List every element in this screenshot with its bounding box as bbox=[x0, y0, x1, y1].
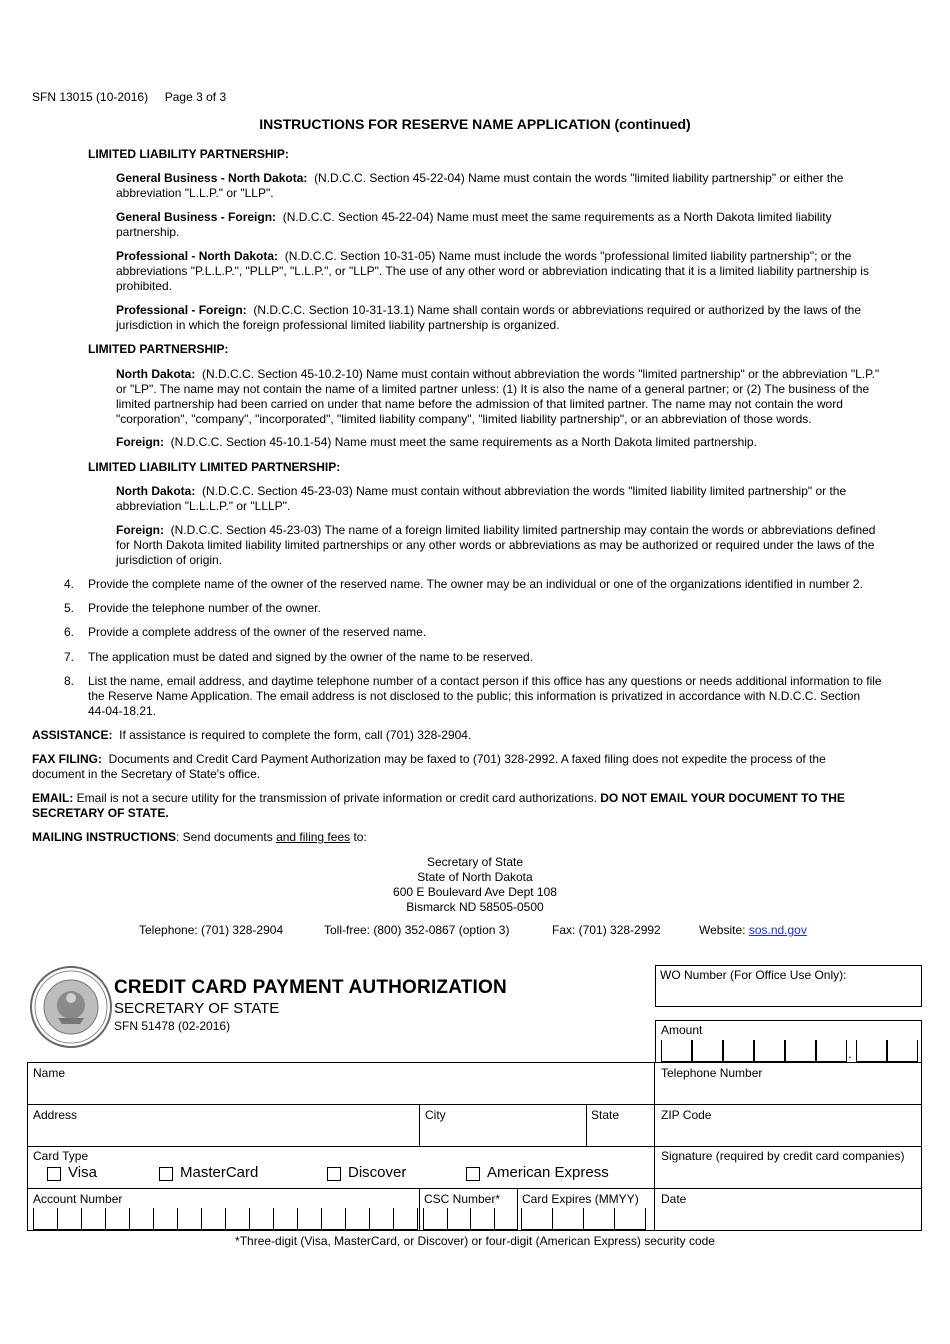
date-field[interactable] bbox=[655, 1206, 921, 1230]
lp-heading: LIMITED PARTNERSHIP: bbox=[88, 342, 229, 356]
address-line: State of North Dakota bbox=[417, 870, 533, 884]
llp-heading: LIMITED LIABILITY PARTNERSHIP: bbox=[88, 147, 289, 161]
item-label: North Dakota: bbox=[116, 484, 196, 498]
item-text: jurisdiction of origin. bbox=[116, 553, 223, 567]
column-divider bbox=[419, 1188, 420, 1231]
discover-label: Discover bbox=[348, 1164, 407, 1181]
item-text: (N.D.C.C. Section 45-22-04) Name must contain the words "limited liability partnership" or either the bbox=[314, 171, 844, 185]
discover-checkbox[interactable] bbox=[327, 1167, 341, 1181]
form-header bbox=[32, 90, 226, 104]
item-text: (N.D.C.C. Section 10-31-05) Name must include the words "professional limited liability partnership"; or the bbox=[284, 249, 852, 263]
item-text: partnership. bbox=[116, 225, 180, 239]
signature-field[interactable] bbox=[655, 1168, 921, 1188]
step-text: Provide the telephone number of the owner. bbox=[88, 601, 321, 615]
csc-footnote: *Three-digit (Visa, MasterCard, or Discover) or four-digit (American Express) security code bbox=[235, 1234, 715, 1248]
amount-digit-cell[interactable] bbox=[661, 1040, 692, 1062]
item-label: Professional - Foreign: bbox=[116, 303, 247, 317]
expires-label: Card Expires (MMYY) bbox=[522, 1192, 639, 1206]
csc-digit-cell[interactable] bbox=[494, 1208, 519, 1230]
address-label: Address bbox=[33, 1108, 78, 1122]
account-digit-cell[interactable] bbox=[33, 1208, 58, 1230]
item-text: abbreviations "P.L.L.P.", "PLLP", "L.L.P.", or "LLP". The use of any other word or abbreviation indicating that it is a limited liability partnership is bbox=[116, 264, 869, 278]
assistance-note bbox=[32, 728, 912, 743]
item-text: or "LP". The name may not contain the name of a limited partner unless: (1) It is also the name of a general partner; or (2) The business of the bbox=[116, 382, 870, 396]
account-digit-cell[interactable] bbox=[273, 1208, 298, 1230]
llp-professional-foreign bbox=[116, 303, 911, 333]
account-digit-cell[interactable] bbox=[297, 1208, 322, 1230]
item-label: General Business - Foreign: bbox=[116, 210, 277, 224]
mastercard-checkbox[interactable] bbox=[159, 1167, 173, 1181]
item-label: North Dakota: bbox=[116, 367, 196, 381]
item-text: abbreviation "L.L.P." or "LLP". bbox=[116, 186, 274, 200]
city-label: City bbox=[425, 1108, 446, 1122]
item-text: (N.D.C.C. Section 45-10.2-10) Name must contain without abbreviation the words "limited partnership" or the abbreviation "L.P." bbox=[202, 367, 880, 381]
step-line: 44-04-18.21. bbox=[88, 704, 157, 718]
contact-website bbox=[699, 923, 807, 938]
step-text bbox=[88, 674, 913, 719]
expires-digit-cell[interactable] bbox=[552, 1208, 584, 1230]
zip-field[interactable] bbox=[655, 1105, 921, 1146]
step-text: The application must be dated and signed by the owner of the name to be reserved. bbox=[88, 650, 533, 664]
llp-general-foreign bbox=[116, 210, 911, 240]
visa-checkbox[interactable] bbox=[47, 1167, 61, 1181]
item-text: (N.D.C.C. Section 45-23-03) The name of a foreign limited liability limited partnership may contain the words or abbreviations defined bbox=[170, 523, 876, 537]
state-seal-icon bbox=[30, 966, 112, 1048]
date-label: Date bbox=[661, 1192, 687, 1206]
csc-digit-cell[interactable] bbox=[423, 1208, 448, 1230]
step-text: Provide the complete name of the owner of the reserved name. The owner may be an individual or one of the organizations identified in number 2. bbox=[88, 577, 863, 591]
item-text: jurisdiction in which the foreign professional limited liability partnership is organized. bbox=[116, 318, 560, 332]
step-number: 4. bbox=[64, 577, 75, 591]
amount-digit-cell[interactable] bbox=[754, 1040, 785, 1062]
amount-decimal: . bbox=[848, 1046, 852, 1061]
american-express-checkbox[interactable] bbox=[466, 1167, 480, 1181]
mailing-note bbox=[32, 830, 912, 845]
zip-label: ZIP Code bbox=[661, 1108, 712, 1122]
item-label: Foreign: bbox=[116, 523, 164, 537]
contact-fax: Fax: (701) 328-2992 bbox=[552, 923, 661, 937]
contact-tollfree: Toll-free: (800) 352-0867 (option 3) bbox=[324, 923, 510, 937]
mailing-text: to: bbox=[350, 830, 367, 844]
item-text: for North Dakota limited liability limited partnerships or any other words or abbreviations as may be authorized or required under the laws of the bbox=[116, 538, 875, 552]
visa-label: Visa bbox=[68, 1164, 97, 1181]
fax-text: document in the Secretary of State's office. bbox=[32, 767, 261, 781]
item-label: Professional - North Dakota: bbox=[116, 249, 279, 263]
lllp-heading: LIMITED LIABILITY LIMITED PARTNERSHIP: bbox=[88, 460, 341, 474]
item-text: abbreviation "L.L.L.P." or "LLLP". bbox=[116, 499, 291, 513]
address-line: 600 E Boulevard Ave Dept 108 bbox=[393, 885, 557, 899]
item-text: (N.D.C.C. Section 10-31-13.1) Name shall contain words or abbreviations required or authorized by the laws of the bbox=[253, 303, 861, 317]
account-digit-cell[interactable] bbox=[321, 1208, 346, 1230]
item-text: limited partnership had been carried on under that name before the admission of that limited partner. The name may not contain the word bbox=[116, 397, 843, 411]
amount-digit-cell[interactable] bbox=[856, 1040, 887, 1062]
page-title: INSTRUCTIONS FOR RESERVE NAME APPLICATION (continued) bbox=[259, 116, 691, 132]
lllp-foreign bbox=[116, 523, 911, 568]
step-line: List the name, email address, and daytime telephone number of a contact person if this office has any questions or needs additional information to file bbox=[88, 674, 882, 688]
account-digit-cell[interactable] bbox=[201, 1208, 226, 1230]
amount-digit-cell[interactable] bbox=[887, 1040, 918, 1062]
step-text: Provide a complete address of the owner of the reserved name. bbox=[88, 625, 427, 639]
fax-label: FAX FILING: bbox=[32, 752, 102, 766]
signature-label: Signature (required by credit card companies) bbox=[661, 1149, 905, 1163]
email-text: Email is not a secure utility for the transmission of private information or credit card authorizations. bbox=[76, 791, 597, 805]
item-text: (N.D.C.C. Section 45-23-03) Name must contain without abbreviation the words "limited liability limited partnership" or the bbox=[202, 484, 847, 498]
amount-digit-cell[interactable] bbox=[785, 1040, 816, 1062]
amount-digit-cell[interactable] bbox=[816, 1040, 847, 1062]
account-digit-cell[interactable] bbox=[249, 1208, 274, 1230]
email-warning: SECRETARY OF STATE. bbox=[32, 806, 169, 820]
step-number: 6. bbox=[64, 625, 75, 639]
account-digit-cell[interactable] bbox=[81, 1208, 106, 1230]
item-text: "corporation", "company", "incorporated", "limited liability company", "limited liability partnership", or an abbreviation of those words. bbox=[116, 412, 812, 426]
wo-number-label: WO Number (For Office Use Only): bbox=[660, 968, 847, 982]
wo-number-field[interactable] bbox=[655, 965, 922, 1007]
item-text: (N.D.C.C. Section 45-22-04) Name must meet the same requirements as a North Dakota limited liability bbox=[282, 210, 832, 224]
state-label: State bbox=[591, 1108, 620, 1122]
lp-foreign bbox=[116, 435, 911, 450]
account-digit-cell[interactable] bbox=[345, 1208, 370, 1230]
item-label: General Business - North Dakota: bbox=[116, 171, 308, 185]
form-id: SFN 13015 (10-2016) bbox=[32, 90, 149, 104]
state-field[interactable] bbox=[587, 1105, 654, 1146]
assistance-text: If assistance is required to complete the form, call (701) 328-2904. bbox=[119, 728, 472, 742]
lp-nd bbox=[116, 367, 911, 427]
csc-digit-cell[interactable] bbox=[470, 1208, 495, 1230]
mastercard-label: MasterCard bbox=[180, 1164, 259, 1181]
mailing-text: : Send documents bbox=[176, 830, 277, 844]
address-line: Secretary of State bbox=[426, 855, 524, 869]
step-number: 5. bbox=[64, 601, 75, 615]
account-number-label: Account Number bbox=[33, 1192, 123, 1206]
step-line: the Reserve Name Application. The email address is not disclosed to the public; this information is privatized in accordance with N.D.C.C. Section bbox=[88, 689, 861, 703]
cc-title: CREDIT CARD PAYMENT AUTHORIZATION bbox=[114, 977, 507, 998]
email-label: EMAIL: bbox=[32, 791, 74, 805]
mailing-address bbox=[0, 855, 950, 915]
name-field[interactable] bbox=[28, 1063, 654, 1104]
step-number: 7. bbox=[64, 650, 75, 664]
telephone-field[interactable] bbox=[655, 1063, 921, 1104]
account-digit-cell[interactable] bbox=[129, 1208, 154, 1230]
cc-form-id: SFN 51478 (02-2016) bbox=[114, 1019, 231, 1033]
account-digit-cell[interactable] bbox=[153, 1208, 178, 1230]
contact-telephone: Telephone: (701) 328-2904 bbox=[139, 923, 284, 937]
csc-label: CSC Number* bbox=[424, 1192, 501, 1206]
mailing-label: MAILING INSTRUCTIONS bbox=[32, 830, 176, 844]
llp-professional-nd bbox=[116, 249, 911, 294]
account-digit-cell[interactable] bbox=[105, 1208, 130, 1230]
account-digit-cell[interactable] bbox=[57, 1208, 82, 1230]
address-line: Bismarck ND 58505-0500 bbox=[406, 900, 544, 914]
cc-subtitle: SECRETARY OF STATE bbox=[114, 1000, 280, 1017]
name-label: Name bbox=[33, 1066, 66, 1080]
expires-digit-cell[interactable] bbox=[583, 1208, 615, 1230]
assistance-label: ASSISTANCE: bbox=[32, 728, 113, 742]
american-express-label: American Express bbox=[487, 1164, 609, 1181]
website-label: Website: bbox=[699, 923, 749, 937]
card-type-label: Card Type bbox=[33, 1149, 89, 1163]
csc-digit-cell[interactable] bbox=[447, 1208, 472, 1230]
amount-label: Amount bbox=[661, 1023, 703, 1037]
email-note bbox=[32, 791, 912, 821]
amount-digit-cell[interactable] bbox=[692, 1040, 723, 1062]
account-digit-cell[interactable] bbox=[369, 1208, 394, 1230]
telephone-label: Telephone Number bbox=[661, 1066, 763, 1080]
email-warning: DO NOT EMAIL YOUR DOCUMENT TO THE bbox=[600, 791, 845, 805]
account-digit-cell[interactable] bbox=[177, 1208, 202, 1230]
address-field[interactable] bbox=[28, 1105, 419, 1146]
step-number: 8. bbox=[64, 674, 75, 688]
row-divider bbox=[27, 1146, 922, 1147]
fax-note bbox=[32, 752, 912, 782]
expires-digit-cell[interactable] bbox=[614, 1208, 646, 1230]
page-number: Page 3 of 3 bbox=[164, 90, 227, 104]
item-text: prohibited. bbox=[116, 279, 173, 293]
expires-digit-cell[interactable] bbox=[521, 1208, 553, 1230]
lllp-nd bbox=[116, 484, 911, 514]
item-label: Foreign: bbox=[116, 435, 164, 449]
city-field[interactable] bbox=[420, 1105, 586, 1146]
website-link[interactable]: sos.nd.gov bbox=[748, 923, 807, 937]
account-digit-cell[interactable] bbox=[393, 1208, 418, 1230]
fax-text: Documents and Credit Card Payment Authorization may be faxed to (701) 328-2992. A faxed filing does not expedite the process of the bbox=[108, 752, 826, 766]
llp-general-nd bbox=[116, 171, 911, 201]
account-digit-cell[interactable] bbox=[225, 1208, 250, 1230]
item-text: (N.D.C.C. Section 45-10.1-54) Name must meet the same requirements as a North Dakota limited partnership. bbox=[170, 435, 757, 449]
row-divider bbox=[27, 1188, 922, 1189]
mailing-underlined: and filing fees bbox=[276, 830, 351, 844]
amount-digit-cell[interactable] bbox=[723, 1040, 754, 1062]
